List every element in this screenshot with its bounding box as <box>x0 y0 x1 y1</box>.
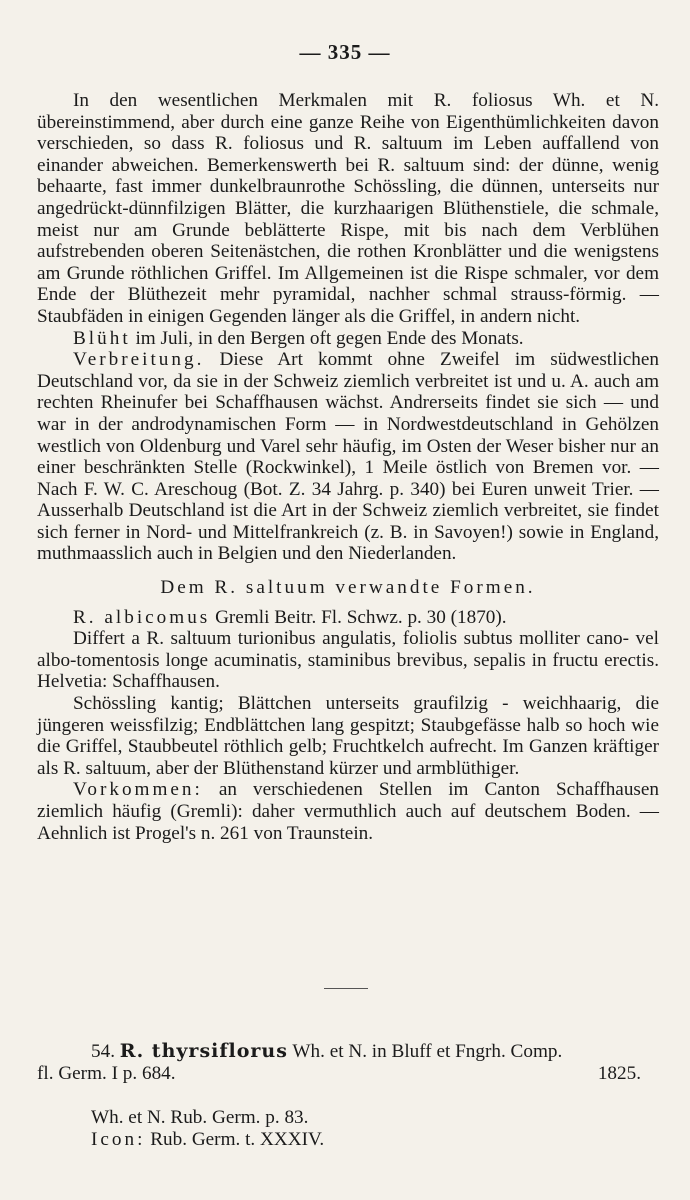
main-text-block <box>37 90 659 844</box>
occurrence-label: Vorkommen: <box>73 779 203 801</box>
species-entry <box>37 1040 659 1151</box>
albicomus-citation: Gremli Beitr. Fl. Schwz. p. 30 (1870). <box>210 606 507 628</box>
paragraph-distribution <box>37 349 659 565</box>
albicomus-name: R. albicomus <box>73 606 211 628</box>
separator-rule <box>324 988 368 989</box>
entry-line-2 <box>37 1063 659 1085</box>
entry-year: 1825. <box>597 1063 641 1084</box>
distribution-text: Diese Art kommt ohne Zweifel im südwestlichen Deutschland vor, da sie in der Schweiz ziemlich verbreitet ist und u. A. auch am rechten Rheinufer bei Schaffhausen wächst. Andrerseits findet sie sich — und war in der androdynamischen Form — in Nordwestdeutschland in Gehölzen westlich von Oldenburg und Varel sehr häufig, im Osten der Weser bisher nur an einer beschränkten Stelle (Rockwinkel), 1 Meile östlich von Bremen vor. — Nach F. W. C. Areschoug (Bot. Z. 34 Jahrg. p. 340) bei Euren unweit Trier. — Ausserhalb Deutschland ist die Art in der Schweiz ziemlich verbreitet, sie findet sich ferner in Nord- und Mittelfrankreich (z. B. in Savoyen!) sowie in England, muthmaasslich auch in Belgien und den Niederlanden. <box>37 349 659 565</box>
entry-citation-cont: fl. Germ. I p. 684. <box>37 1063 176 1084</box>
paragraph-description: In den wesentlichen Merkmalen mit R. foliosus Wh. et N. übereinstimmend, aber durch eine ganze Reihe von Eigenthümlichkeiten davon verschieden, so dass R. foliosus und R. saltuum im Leben auffallend von einander abweichen. Bemerkenswerth bei R. saltuum sind: der dünne, wenig behaarte, fast immer dunkelbraunrothe Schössling, die dünnen, unterseits nur angedrückt-dünnfilzigen Blätter, die kurzhaarigen Blüthenstiele, die schmale, meist nur am Grunde beblätterte Rispe, mit bis nach dem Verblühen aufstrebenden oberen Seitenästchen, die rothen Kronblätter und die wenigstens am Grunde röthlichen Griffel. Im Allgemeinen ist die Rispe schmaler, vor dem Ende der Blüthezeit mehr pyramidal, nachher schmal strauss-förmig. — Staubfäden in einigen Gegenden länger als die Griffel, in andern nicht. <box>37 90 659 327</box>
paragraph-occurrence <box>37 779 659 844</box>
occurrence-text: an verschiedenen Stellen im Canton Schaffhausen ziemlich häufig (Gremli): daher vermuthlich auch auf deutschem Boden. — Aehnlich ist Progel's n. 261 von Traunstein. <box>37 779 659 844</box>
page-number-header: — 335 — <box>299 40 391 64</box>
paragraph-german-description: Schössling kantig; Blättchen unterseits graufilzig - weichhaarig, die jüngeren weissfilzig; Endblättchen lang gespitzt; Staubgefässe halb so hoch wie die Griffel, Staubbeutel röthlich gelb; Fruchtkelch aufrecht. Im Ganzen kräftiger als R. saltuum, aber der Blüthenstand kürzer und armblüthiger. <box>37 693 659 779</box>
section-heading: Dem R. saltuum verwandte Formen. <box>160 577 536 599</box>
flowering-label: Blüht <box>73 327 131 349</box>
entry-citation: Wh. et N. in Bluff et Fngrh. Comp. <box>287 1041 563 1062</box>
entry-number: 54. <box>91 1041 115 1062</box>
icon-label: Icon: <box>91 1129 146 1150</box>
species-name: R. thyrsiflorus <box>119 1040 288 1062</box>
flowering-text: im Juli, in den Bergen oft gegen Ende des Monats. <box>130 327 524 349</box>
paragraph-flowering <box>37 328 659 350</box>
reference-1: Wh. et N. Rub. Germ. p. 83. <box>91 1107 309 1128</box>
paragraph-albicomus <box>37 607 659 629</box>
distribution-label: Verbreitung. <box>73 349 205 371</box>
reference-2 <box>37 1129 659 1151</box>
entry-line-1 <box>37 1040 659 1063</box>
paragraph-latin-diagnosis: Differt a R. saltuum turionibus angulatis, foliolis subtus molliter cano- vel albo-tomentosis longe acuminatis, staminibus brevibus, sepalis in fructu erectis. Helvetia: Schaffhausen. <box>37 628 659 693</box>
icon-reference: Rub. Germ. t. XXXIV. <box>145 1129 325 1150</box>
